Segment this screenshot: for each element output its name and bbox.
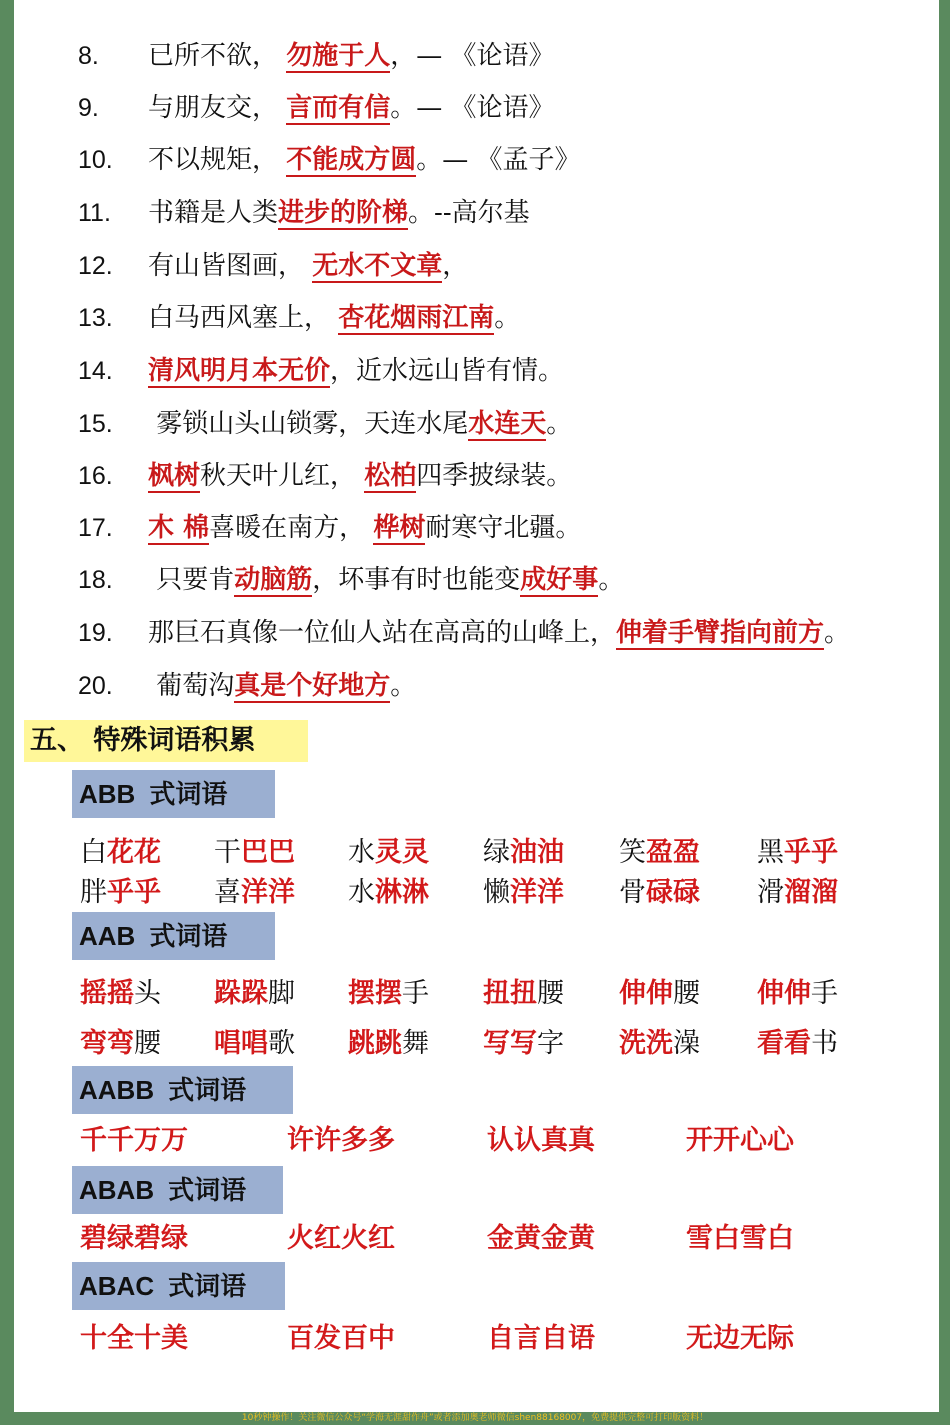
quote-text: 与朋友交， (148, 93, 287, 123)
pattern-code: ABB (79, 779, 136, 809)
quote-text: ， (442, 251, 469, 281)
quote-line (78, 613, 850, 653)
quote-text: 喜暖在南方， (209, 513, 374, 543)
quote-line (78, 666, 416, 706)
quote-number: 12. (78, 252, 113, 280)
word-item: 骨碌碌 (619, 877, 700, 908)
word-item: 金黄金黄 (487, 1223, 595, 1254)
quote-text: 不以规矩， (148, 145, 287, 175)
word-item: 弯弯腰 (80, 1028, 161, 1059)
pattern-label-aab (72, 912, 275, 960)
pattern-label-abac (72, 1262, 285, 1310)
worksheet-page (14, 0, 939, 1412)
quote-text: 。 (494, 303, 521, 333)
quote-text: 那巨石真像一位仙人站在高高的山峰上， (148, 618, 617, 648)
word-item: 滑溜溜 (757, 877, 838, 908)
word-item: 胖乎乎 (80, 877, 161, 908)
word-item: 雪白雪白 (686, 1223, 794, 1254)
quote-line (78, 88, 555, 128)
word-item: 扭扭腰 (483, 978, 564, 1009)
quote-text: 葡萄沟 (148, 671, 235, 701)
quote-text: 雾锁山头山锁雾，天连水尾 (148, 409, 469, 439)
word-item: 开开心心 (686, 1125, 794, 1156)
answer-text: 水连天 (468, 409, 547, 439)
quote-line (78, 36, 555, 76)
pattern-label-abab (72, 1166, 283, 1214)
pattern-code: ABAC (79, 1271, 155, 1301)
pattern-code: ABAB (79, 1175, 155, 1205)
quote-number: 14. (78, 357, 113, 385)
word-item: 跳跳舞 (348, 1028, 429, 1059)
answer-text: 进步的阶梯 (278, 198, 409, 228)
word-item: 火红火红 (287, 1223, 395, 1254)
quote-text: ，— 《论语》 (390, 41, 555, 71)
quote-number: 8. (78, 42, 99, 70)
word-item: 许许多多 (287, 1125, 395, 1156)
word-item: 看看书 (757, 1028, 838, 1059)
footer-note: 10秒钟操作！关注微信公众号“学海无涯甜作舟”或者添加奥老师微信shen88168007，免费提供完整可打印版资料！ (241, 1413, 709, 1423)
quote-number: 9. (78, 94, 99, 122)
word-item: 摇摇头 (80, 978, 161, 1009)
answer-text: 勿施于人 (286, 41, 391, 71)
quote-number: 15. (78, 410, 113, 438)
word-item: 跺跺脚 (214, 978, 295, 1009)
pattern-label-aabb (72, 1066, 293, 1114)
answer-text: 清风明月本无价 (148, 356, 331, 386)
word-item: 摆摆手 (348, 978, 429, 1009)
quote-line (78, 246, 468, 286)
word-item: 干巴巴 (214, 837, 295, 868)
word-item: 无边无际 (686, 1323, 794, 1354)
quote-line (78, 193, 530, 233)
quote-line (78, 298, 520, 338)
section-title: 五、 特殊词语积累 (24, 720, 308, 762)
word-item: 水淋淋 (348, 877, 429, 908)
word-item: 笑盈盈 (619, 837, 700, 868)
answer-text: 言而有信 (286, 93, 391, 123)
quote-line (78, 404, 572, 444)
quote-number: 17. (78, 514, 113, 542)
quote-number: 16. (78, 462, 113, 490)
answer-text: 杏花烟雨江南 (338, 303, 495, 333)
pattern-suffix: 式词语 (149, 922, 228, 952)
answer-text: 真是个好地方 (234, 671, 391, 701)
quote-text: 有山皆图画， (148, 251, 313, 281)
quote-text: 耐寒守北疆。 (425, 513, 582, 543)
word-item: 伸伸手 (757, 978, 838, 1009)
pattern-code: AABB (79, 1075, 155, 1105)
quote-number: 11. (78, 199, 111, 227)
pattern-suffix: 式词语 (168, 1076, 247, 1106)
answer-text: 木 棉 (148, 513, 210, 543)
word-item: 懒洋洋 (483, 877, 564, 908)
answer-text: 桦树 (373, 513, 426, 543)
quote-text: 只要肯 (148, 565, 235, 595)
pattern-code: AAB (79, 921, 136, 951)
word-item: 伸伸腰 (619, 978, 700, 1009)
word-item: 十全十美 (80, 1323, 188, 1354)
quote-text: 。 (390, 671, 417, 701)
answer-text: 枫树 (148, 461, 201, 491)
quote-text: ，近水远山皆有情。 (330, 356, 565, 386)
word-item: 绿油油 (483, 837, 564, 868)
quote-text: 四季披绿装。 (416, 461, 573, 491)
word-item: 洗洗澡 (619, 1028, 700, 1059)
word-item: 千千万万 (80, 1125, 188, 1156)
word-item: 水灵灵 (348, 837, 429, 868)
quote-line (78, 456, 572, 496)
pattern-suffix: 式词语 (168, 1176, 247, 1206)
word-item: 喜洋洋 (214, 877, 295, 908)
word-item: 自言自语 (487, 1323, 595, 1354)
quote-line (78, 140, 581, 180)
answer-text: 无水不文章 (312, 251, 443, 281)
word-item: 白花花 (80, 837, 161, 868)
quote-text: 已所不欲， (148, 41, 287, 71)
quote-number: 18. (78, 566, 113, 594)
pattern-suffix: 式词语 (149, 780, 228, 810)
quote-text: 。— 《论语》 (390, 93, 555, 123)
quote-number: 19. (78, 619, 113, 647)
answer-text: 松柏 (364, 461, 417, 491)
quote-number: 10. (78, 146, 113, 174)
answer-text: 伸着手臂指向前方 (616, 618, 825, 648)
quote-text: 书籍是人类 (148, 198, 279, 228)
word-item: 碧绿碧绿 (80, 1223, 188, 1254)
quote-text: 秋天叶儿红， (200, 461, 365, 491)
word-item: 认认真真 (487, 1125, 595, 1156)
quote-text: 。--高尔基 (408, 198, 530, 228)
answer-text: 成好事 (520, 565, 599, 595)
quote-line (78, 560, 624, 600)
quote-text: 。 (546, 409, 573, 439)
quote-number: 13. (78, 304, 113, 332)
quote-line (78, 351, 564, 391)
quote-text: ，坏事有时也能变 (312, 565, 521, 595)
quote-text: 。 (598, 565, 625, 595)
answer-text: 不能成方圆 (286, 145, 417, 175)
word-item: 写写字 (483, 1028, 564, 1059)
pattern-suffix: 式词语 (168, 1272, 247, 1302)
quote-text: 白马西风塞上， (148, 303, 339, 333)
quote-number: 20. (78, 672, 113, 700)
quote-text: 。 (824, 618, 851, 648)
word-item: 百发百中 (287, 1323, 395, 1354)
answer-text: 动脑筋 (234, 565, 313, 595)
quote-text: 。— 《孟子》 (416, 145, 581, 175)
word-item: 黑乎乎 (757, 837, 838, 868)
word-item: 唱唱歌 (214, 1028, 295, 1059)
quote-line (78, 508, 581, 548)
pattern-label-abb (72, 770, 275, 818)
